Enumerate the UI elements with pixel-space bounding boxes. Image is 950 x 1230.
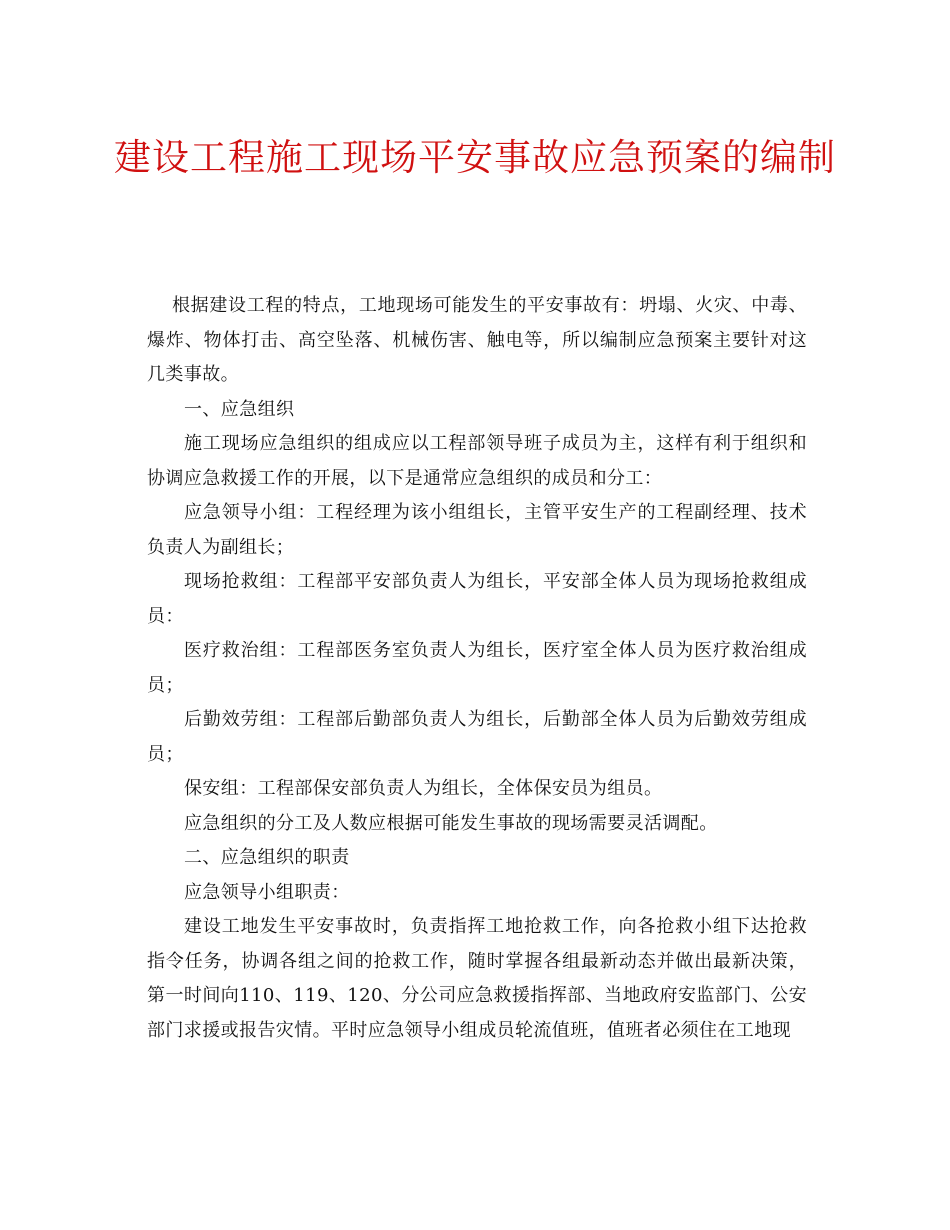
section-heading-1: 一、应急组织 <box>184 398 295 420</box>
subheading-leadership-duties: 应急领导小组职责： <box>184 881 350 903</box>
section-heading-2: 二、应急组织的职责 <box>184 847 350 868</box>
paragraph-rescue-group: 现场抢救组：工程部平安部负责人为组长，平安部全体人员为现场抢救组成员： <box>147 571 807 627</box>
paragraph-intro: 根据建设工程的特点，工地现场可能发生的平安事故有：坍塌、火灾、中毒、爆炸、物体打击、高空坠落、机械伤害、触电等，所以编制应急预案主要针对这几类事故。 <box>147 295 807 385</box>
document-title: 建设工程施工现场平安事故应急预案的编制 <box>114 136 836 179</box>
paragraph-organization: 施工现场应急组织的组成应以工程部领导班子成员为主，这样有利于组织和协调应急救援工作的开展，以下是通常应急组织的成员和分工： <box>147 433 807 489</box>
paragraph-allocation: 应急组织的分工及人数应根据可能发生事故的现场需要灵活调配。 <box>184 812 718 834</box>
paragraph-logistics-group: 后勤效劳组：工程部后勤部负责人为组长，后勤部全体人员为后勤效劳组成员； <box>147 709 807 765</box>
paragraph-medical-group: 医疗救治组：工程部医务室负责人为组长，医疗室全体人员为医疗救治组成员； <box>147 640 807 696</box>
document-body <box>147 289 807 1048</box>
paragraph-leadership-group: 应急领导小组：工程经理为该小组组长，主管平安生产的工程副经理、技术负责人为副组长； <box>147 502 807 558</box>
paragraph-leadership-duties: 建设工地发生平安事故时，负责指挥工地抢救工作，向各抢救小组下达抢救指令任务，协调各组之间的抢救工作，随时掌握各组最新动态并做出最新决策，第一时间向110、119、120、分公司应急救援指挥部、当地政府安监部门、公安部门求援或报告灾情。平时应急领导小组成员轮流值班，值班者必须住在工地现 <box>147 916 807 1041</box>
paragraph-security-group: 保安组：工程部保安部负责人为组长，全体保安员为组员。 <box>184 778 663 799</box>
